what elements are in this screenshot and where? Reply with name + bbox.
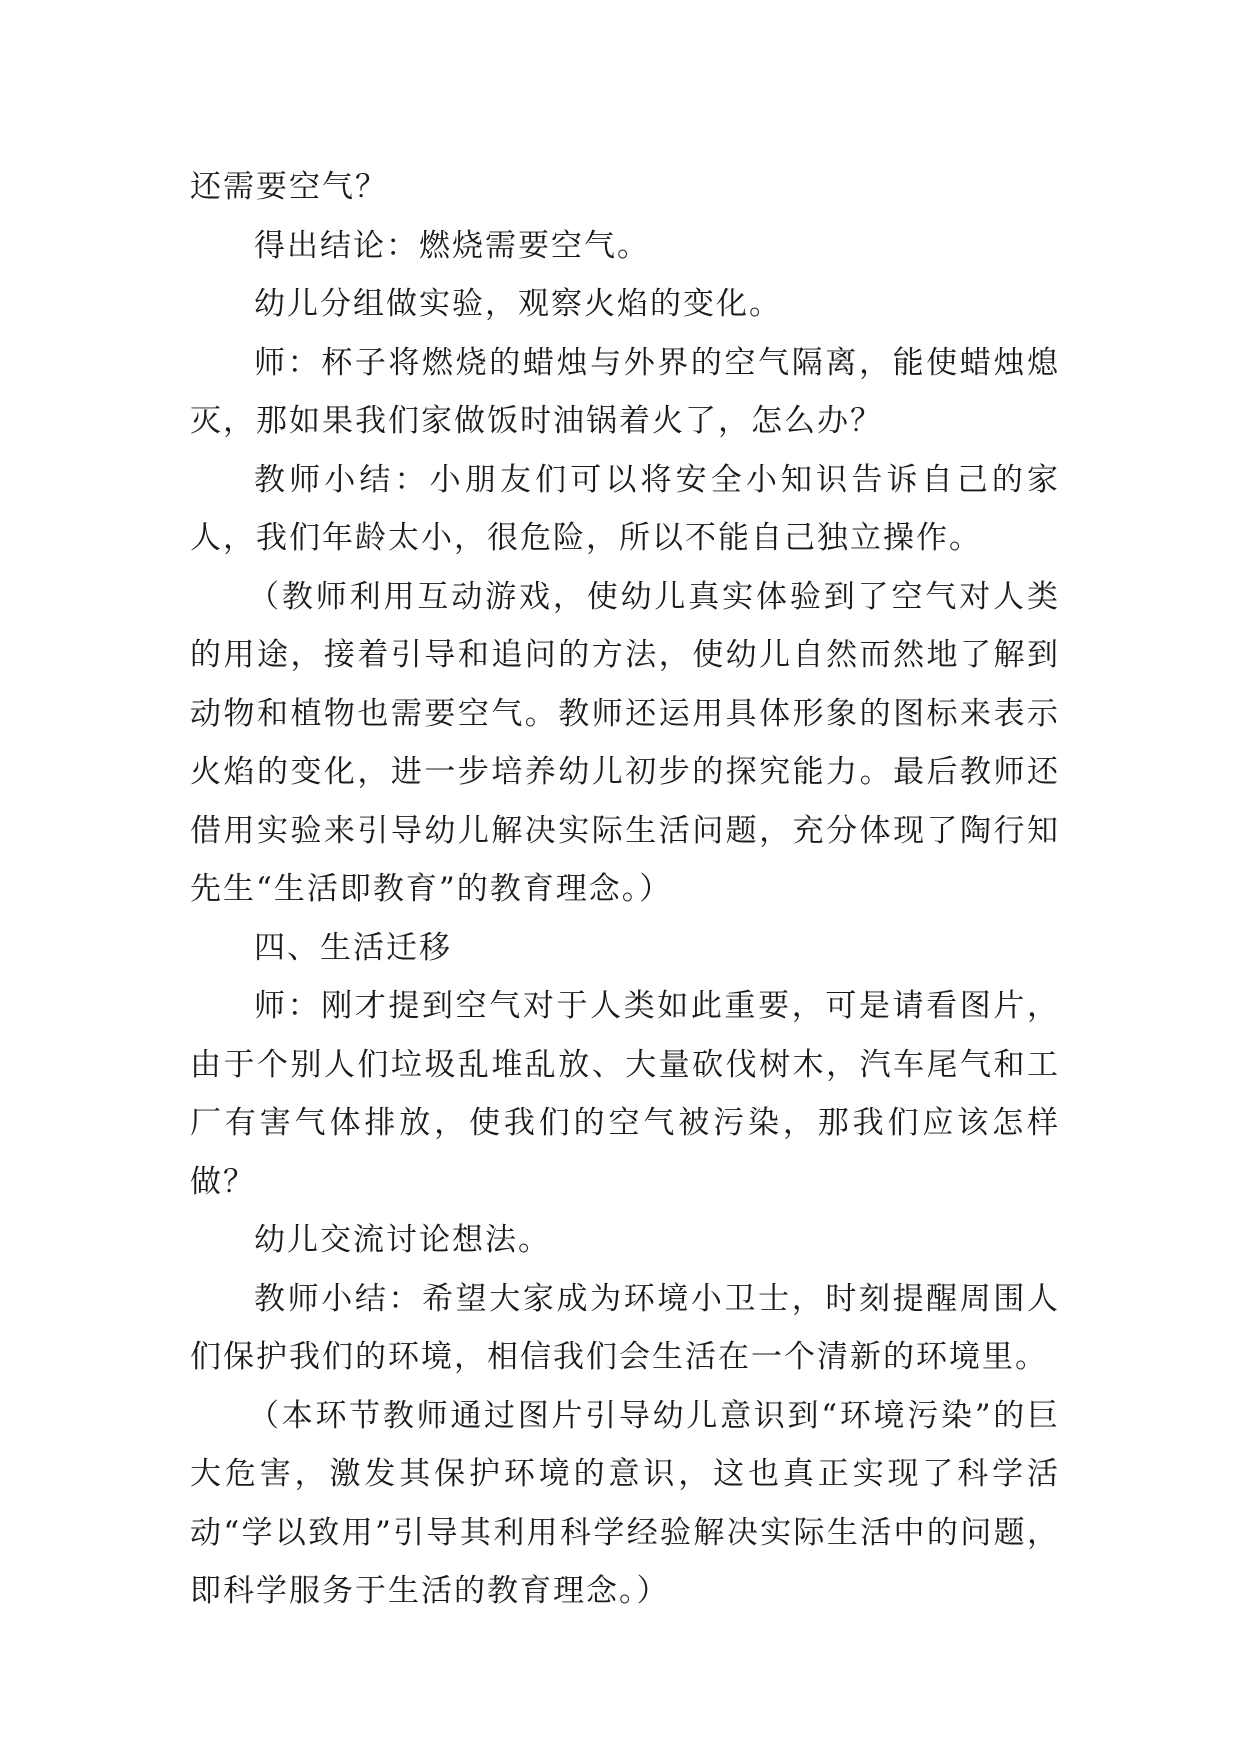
document-body [190, 158, 1060, 1621]
paragraph-group-experiment: 幼儿分组做实验，观察火焰的变化。 [254, 286, 782, 322]
paragraph-teacher-question-fire: 师：杯子将燃烧的蜡烛与外界的空气隔离，能使蜡烛熄灭，那如果我们家做饭时油锅着火了，怎么办？ [190, 344, 1060, 439]
paragraph-teacher-summary-environment: 教师小结：希望大家成为环境小卫士，时刻提醒周围人们保护我们的环境，相信我们会生活在一个清新的环境里。 [190, 1280, 1060, 1375]
paragraph-children-discussion: 幼儿交流讨论想法。 [254, 1222, 551, 1258]
paragraph-conclusion: 得出结论：燃烧需要空气。 [254, 227, 650, 264]
paragraph-commentary-experiment: （教师利用互动游戏，使幼儿真实体验到了空气对人类的用途，接着引导和追问的方法，使幼儿自然而然地了解到动物和植物也需要空气。教师还运用具体形象的图标来表示火焰的变化，进一步培养幼儿初步的探究能力。最后教师还借用实验来引导幼儿解决实际生活问题，充分体现了陶行知先生“生活即教育”的教育理念。） [190, 578, 1060, 907]
paragraph-commentary-environment: （本环节教师通过图片引导幼儿意识到“环境污染”的巨大危害，激发其保护环境的意识，这也真正实现了科学活动“学以致用”引导其利用科学经验解决实际生活中的问题，即科学服务于生活的教育理念。） [190, 1397, 1060, 1609]
paragraph-teacher-question-pollution: 师：刚才提到空气对于人类如此重要，可是请看图片，由于个别人们垃圾乱堆乱放、大量砍伐树木，汽车尾气和工厂有害气体排放，使我们的空气被污染，那我们应该怎样做？ [190, 988, 1060, 1200]
section-heading-life-transfer: 四、生活迁移 [254, 929, 452, 966]
paragraph-teacher-summary-safety: 教师小结：小朋友们可以将安全小知识告诉自己的家人，我们年龄太小，很危险，所以不能自己独立操作。 [190, 461, 1060, 556]
paragraph-continuation: 还需要空气？ [190, 169, 388, 205]
